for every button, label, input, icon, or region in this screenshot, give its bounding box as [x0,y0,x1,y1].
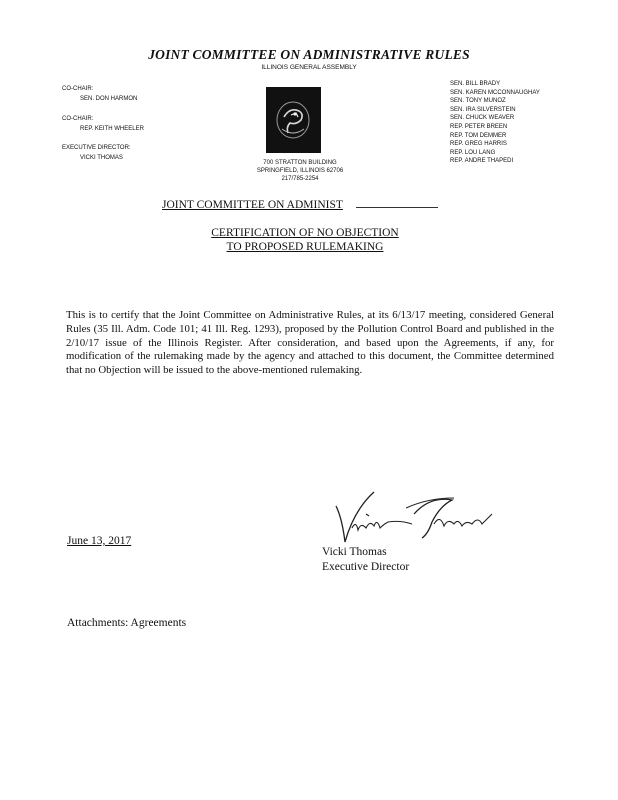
member-name: SEN. IRA SILVERSTEIN [450,106,516,113]
state-seal-icon [266,87,321,153]
attachments-note: Attachments: Agreements [67,617,187,629]
signatory-title: Executive Director [322,561,410,573]
executive-director-label: EXECUTIVE DIRECTOR: [62,145,131,151]
member-name: SEN. TONY MUNOZ [450,98,506,105]
cochair-name: REP. KEITH WHEELER [80,126,144,132]
address-block [200,159,400,183]
address-line: 700 STRATTON BUILDING [263,160,337,166]
committee-members-list [450,80,540,166]
stamp-rule [356,207,438,208]
executive-director-name: VICKI THOMAS [80,155,123,161]
certification-date: June 13, 2017 [67,535,132,547]
cochair-name: SEN. DON HARMON [80,96,138,102]
signature-text: Vicki Thomas [328,484,334,485]
member-name: SEN. CHUCK WEAVER [450,115,515,122]
general-assembly-subtitle: ILLINOIS GENERAL ASSEMBLY [261,64,357,71]
committee-title: JOINT COMMITTEE ON ADMINISTRATIVE RULES [148,47,470,62]
member-name: SEN. BILL BRADY [450,81,501,87]
cochair-label: CO-CHAIR: [62,116,94,122]
cochair-label: CO-CHAIR: [62,86,94,92]
signatory-name: Vicki Thomas [322,546,387,558]
member-name: REP. TOM DEMMER [450,132,507,139]
address-line: SPRINGFIELD, ILLINOIS 62706 [256,168,344,174]
handwritten-signature [328,484,508,546]
certification-body: This is to certify that the Joint Committee on Administrative Rules, at its 6/13/17 meeting, considered General Rules (35 Ill. Adm. Code 101; 41 Ill. Reg. 1293), proposed by the Pollution Control Board and published in the 2/10/17 issue of the Illinois Register. After consideration, and based upon the Agreements, if any, for modification of the rulemaking made by the agency and attached to this document, the Committee determined that no Objection will be issued to the above-mentioned rulemaking. [66,309,554,377]
member-name: REP. LOU LANG [450,149,496,156]
certification-subheading: TO PROPOSED RULEMAKING [226,241,384,253]
certification-heading: CERTIFICATION OF NO OBJECTION [211,227,399,239]
member-name: REP. PETER BREEN [450,123,508,130]
member-name: REP. ANDRE THAPEDI [450,158,514,165]
receipt-stamp-line: JOINT COMMITTEE ON ADMINIST [162,199,343,211]
member-name: REP. GREG HARRIS [450,141,507,148]
member-name: SEN. KAREN MCCONNAUGHAY [450,89,540,96]
address-line: 217/785-2254 [281,176,319,182]
